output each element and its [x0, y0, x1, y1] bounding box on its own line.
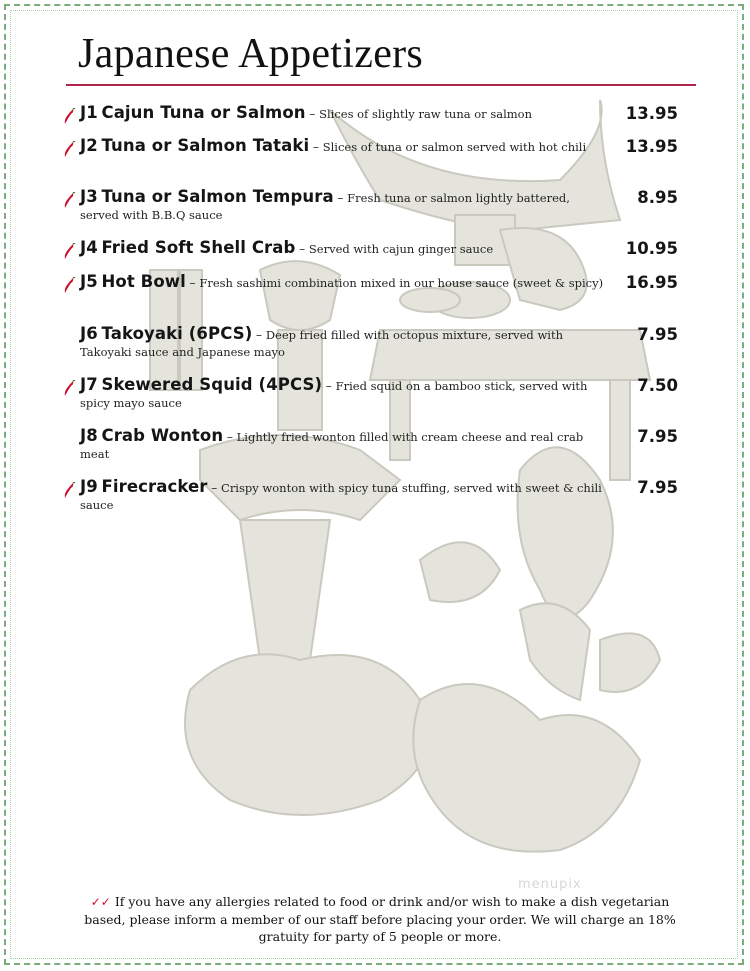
item-price: 7.95: [637, 325, 678, 344]
item-description: Served with cajun ginger sauce: [308, 242, 494, 256]
item-name: Firecracker: [101, 477, 208, 496]
item-code: J8: [80, 426, 98, 445]
item-price: 7.95: [637, 478, 678, 497]
allergy-gratuity-note: [70, 893, 690, 945]
item-name: Tuna or Salmon Tempura: [101, 187, 334, 206]
item-price: 7.95: [637, 427, 678, 446]
item-description: Fresh sashimi combination mixed in our house sauce (sweet & spicy): [199, 276, 604, 290]
item-description: Slices of slightly raw tuna or salmon: [319, 107, 532, 121]
item-code: J1: [80, 103, 98, 122]
item-name: Skewered Squid (4PCS): [101, 375, 323, 394]
chili-pepper-icon: [62, 380, 76, 398]
item-code: J6: [80, 324, 98, 343]
item-price: 16.95: [625, 273, 678, 292]
item-name: Hot Bowl: [101, 272, 186, 291]
item-price: 10.95: [625, 239, 678, 258]
item-price: 13.95: [625, 137, 678, 156]
chili-pepper-icon: [62, 482, 76, 500]
item-name: Tuna or Salmon Tataki: [101, 136, 310, 155]
menu-item-list: J1 Cajun Tuna or Salmon – Slices of slightly raw tuna or salmon 13.95 J2 Tuna or Salmon Tataki – Slices of tuna or salmon served with hot chili 13.95 J3 Tuna or Salmon Tempura – Fresh tuna or salmon lightly battered, served with B.B.Q sauce 8.95 J4 Fried Soft Shell Crab – Served with cajun ginger sauce 10.95 J5 Hot Bowl – Fresh sashimi combination mixed in our house sauce (sweet & spicy) 16.95 J6 Takoyaki (6PCS) – Deep fried filled with octopus mixture, served with Takoyaki sauce and Japanese mayo 7.95 J7 Skewered Squid (4PCS) – Fried squid on a bamboo stick, served with spicy mayo sauce 7.50 J8 Crab Wonton – Lightly fried wonton filled with cream cheese and real crab meat 7.95 J9 Firecracker – Crispy wonton with spicy tuna stuffing, served with sweet & chili sauce 7.95: [0, 0, 750, 971]
chili-pepper-icon: [62, 192, 76, 210]
item-description: Fresh tuna or salmon lightly battered, served with B.B.Q sauce: [80, 191, 570, 222]
item-price: 8.95: [637, 188, 678, 207]
item-price: 7.50: [637, 376, 678, 395]
item-code: J4: [80, 238, 98, 257]
item-code: J5: [80, 272, 98, 291]
footer-note-text: If you have any allergies related to food or drink and/or wish to make a dish vegetarian based, please inform a member of our staff before placing your order. We will charge an 18% gratuity for party of 5 people or more.: [84, 894, 676, 944]
item-name: Cajun Tuna or Salmon: [101, 103, 306, 122]
item-description: Slices of tuna or salmon served with hot chili: [322, 140, 587, 154]
item-description: Deep fried filled with octopus mixture, served with Takoyaki sauce and Japanese mayo: [80, 328, 564, 359]
item-description: Crispy wonton with spicy tuna stuffing, served with sweet & chili sauce: [80, 481, 602, 512]
chili-pepper-icon: [62, 108, 76, 126]
item-description: Lightly fried wonton filled with cream cheese and real crab meat: [80, 430, 584, 461]
page-title: Japanese Appetizers: [78, 31, 424, 77]
item-description: Fried squid on a bamboo stick, served with spicy mayo sauce: [80, 379, 588, 410]
item-code: J3: [80, 187, 98, 206]
item-code: J9: [80, 477, 98, 496]
item-name: Fried Soft Shell Crab: [101, 238, 296, 257]
item-code: J2: [80, 136, 98, 155]
chili-pepper-icon: [62, 243, 76, 261]
item-price: 13.95: [625, 104, 678, 123]
item-name: Crab Wonton: [101, 426, 224, 445]
chili-pepper-icon: [62, 277, 76, 295]
item-name: Takoyaki (6PCS): [101, 324, 253, 343]
watermark: menupix: [518, 877, 582, 892]
item-code: J7: [80, 375, 98, 394]
checkmark-icon: ✓✓: [90, 895, 111, 909]
chili-pepper-icon: [62, 141, 76, 159]
